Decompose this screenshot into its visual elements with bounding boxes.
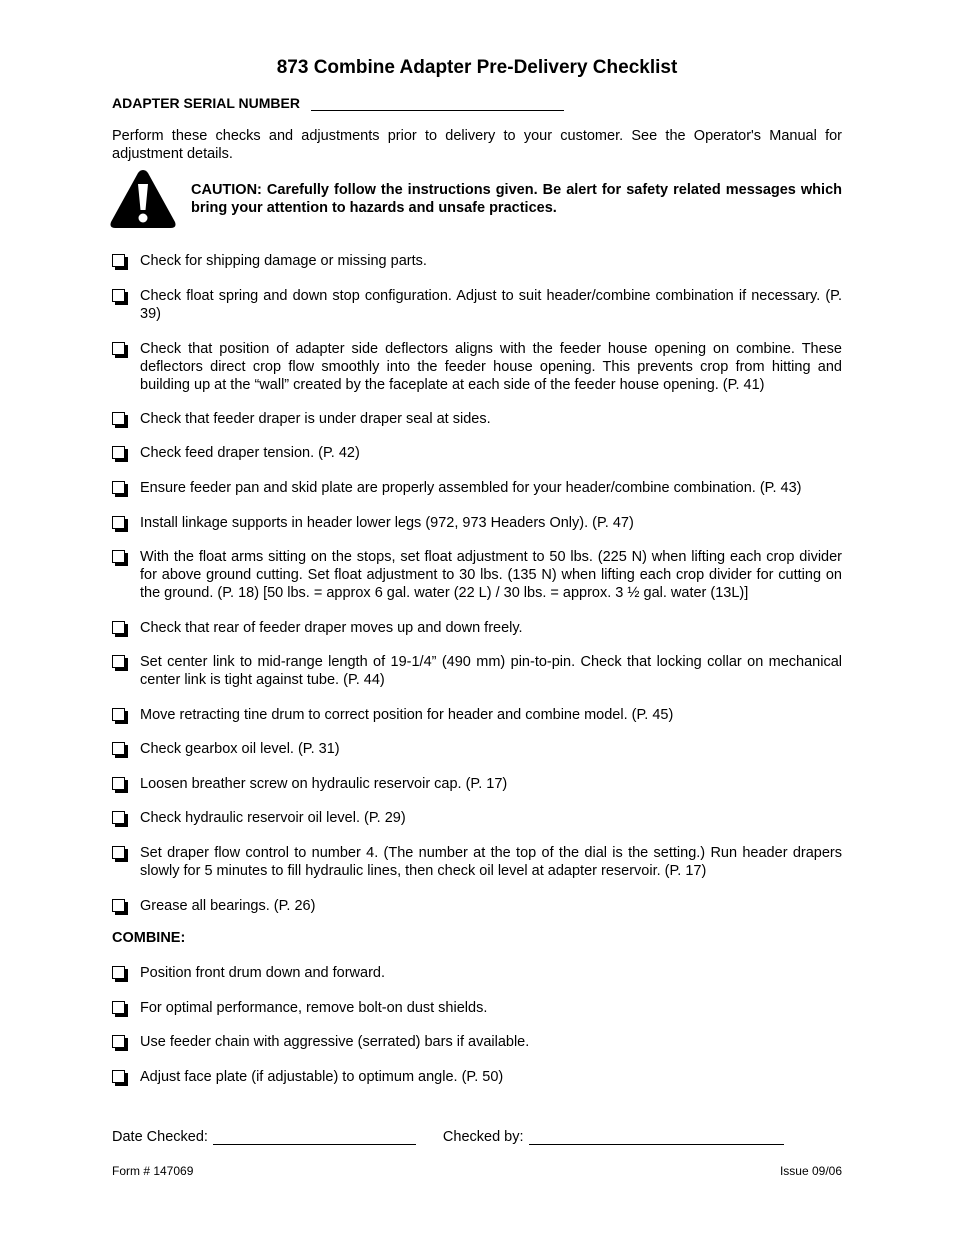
checklist-item-12: [112, 740, 842, 758]
checklist-item-14: [112, 809, 842, 827]
checkbox-icon[interactable]: [112, 412, 125, 425]
checklist-item-text: Check feed draper tension. (P. 42): [140, 445, 360, 461]
checklist-item-text: With the float arms sitting on the stops, set float adjustment to 50 lbs. (225 N) when lifting each crop divider for above ground cutting. Set float adjustment to 30 lbs. (135 N) when lifting each crop divider for cutting on the ground. (P. 18) [50 lbs. = approx 6 gal. water (22 L) / 30 lbs. = approx. 3 ½ gal. water (13L)]: [140, 549, 842, 601]
checklist-item-2: [112, 287, 842, 323]
checkbox-icon[interactable]: [112, 446, 125, 459]
checklist-item-text: Check float spring and down stop configuration. Adjust to suit header/combine combination if necessary. (P. 39): [140, 288, 842, 322]
combine-item-text: Use feeder chain with aggressive (serrated) bars if available.: [140, 1034, 530, 1050]
checkbox-icon[interactable]: [112, 289, 125, 302]
checklist-item-text: Set draper flow control to number 4. (The number at the top of the dial is the setting.) Run header drapers slowly for 5 minutes to fill hydraulic lines, then check oil level at adapter reservoir. (P. 17): [140, 845, 842, 879]
date-checked-label: Date Checked:: [112, 1129, 208, 1145]
form-number: Form # 147069: [112, 1164, 194, 1178]
checkbox-icon[interactable]: [112, 621, 125, 634]
checklist-item-13: [112, 775, 842, 793]
checklist-item-text: Check gearbox oil level. (P. 31): [140, 741, 340, 757]
checklist-item-4: [112, 410, 842, 428]
checkbox-icon[interactable]: [112, 899, 125, 912]
checklist-item-5: [112, 444, 842, 462]
checklist-item-text: Check that rear of feeder draper moves up and down freely.: [140, 620, 523, 636]
combine-item-text: For optimal performance, remove bolt-on dust shields.: [140, 1000, 488, 1016]
checkbox-icon[interactable]: [112, 550, 125, 563]
checklist-item-text: Ensure feeder pan and skid plate are properly assembled for your header/combine combination. (P. 43): [140, 480, 802, 496]
checklist-item-1: [112, 252, 842, 270]
checkbox-icon[interactable]: [112, 777, 125, 790]
checkbox-icon[interactable]: [112, 342, 125, 355]
checklist-item-text: Check that position of adapter side deflectors aligns with the feeder house opening on combine. These deflectors direct crop flow smoothly into the feeder house opening. This prevents crop from hitting and building up at the “wall” created by the faceplate at each side of the feeder house opening. (P. 41): [140, 341, 842, 393]
checklist-item-11: [112, 706, 842, 724]
checkbox-icon[interactable]: [112, 846, 125, 859]
checkbox-icon[interactable]: [112, 481, 125, 494]
checkbox-icon[interactable]: [112, 742, 125, 755]
checklist-item-3: [112, 340, 842, 394]
combine-item-text: Position front drum down and forward.: [140, 965, 386, 981]
checklist-item-7: [112, 514, 842, 532]
combine-item-2: [112, 999, 842, 1017]
warning-triangle-icon: [109, 168, 177, 230]
combine-item-3: [112, 1033, 842, 1051]
checklist-item-6: [112, 479, 842, 497]
checkbox-icon[interactable]: [112, 1070, 125, 1083]
checklist-item-10: [112, 653, 842, 689]
issue-date: Issue 09/06: [779, 1164, 842, 1178]
checkbox-icon[interactable]: [112, 1001, 125, 1014]
combine-item-4: [112, 1068, 842, 1086]
page-title: 873 Combine Adapter Pre-Delivery Checklist: [276, 57, 678, 78]
checkbox-icon[interactable]: [112, 655, 125, 668]
checklist-item-8: [112, 548, 842, 602]
combine-section-heading: COMBINE:: [112, 930, 186, 946]
checklist-item-16: [112, 897, 842, 915]
checklist-item-text: Check hydraulic reservoir oil level. (P. 29): [140, 810, 406, 826]
checkbox-icon[interactable]: [112, 966, 125, 979]
checklist-item-text: Set center link to mid-range length of 19-1/4” (490 mm) pin-to-pin. Check that locking collar on mechanical center link is tight against tube. (P. 44): [140, 654, 842, 688]
intro-text: Perform these checks and adjustments prior to delivery to your customer. See the Operator's Manual for adjustment details.: [112, 128, 842, 162]
serial-number-field[interactable]: [311, 96, 564, 111]
signature-row: [112, 1129, 842, 1145]
checkbox-icon[interactable]: [112, 708, 125, 721]
checkbox-icon[interactable]: [112, 811, 125, 824]
checklist-item-text: Grease all bearings. (P. 26): [140, 898, 316, 914]
caution-text: CAUTION: Carefully follow the instructions given. Be alert for safety related messages which bring your attention to hazards and unsafe practices.: [191, 182, 842, 216]
checklist-item-9: [112, 619, 842, 637]
combine-item-1: [112, 964, 842, 982]
checked-by-field[interactable]: [529, 1130, 784, 1145]
serial-number-row: [112, 95, 564, 111]
checklist-item-15: [112, 844, 842, 880]
checklist-item-text: Loosen breather screw on hydraulic reservoir cap. (P. 17): [140, 776, 508, 792]
combine-item-text: Adjust face plate (if adjustable) to optimum angle. (P. 50): [140, 1069, 504, 1085]
checklist-item-text: Check for shipping damage or missing parts.: [140, 253, 427, 269]
checklist-item-text: Check that feeder draper is under draper seal at sides.: [140, 411, 491, 427]
checked-by-label: Checked by:: [442, 1129, 524, 1145]
serial-number-label: ADAPTER SERIAL NUMBER: [112, 95, 300, 111]
checkbox-icon[interactable]: [112, 254, 125, 267]
checkbox-icon[interactable]: [112, 1035, 125, 1048]
date-checked-field[interactable]: [213, 1130, 416, 1145]
checklist-item-text: Move retracting tine drum to correct position for header and combine model. (P. 45): [140, 707, 674, 723]
checkbox-icon[interactable]: [112, 516, 125, 529]
checklist-item-text: Install linkage supports in header lower legs (972, 973 Headers Only). (P. 47): [140, 515, 634, 531]
